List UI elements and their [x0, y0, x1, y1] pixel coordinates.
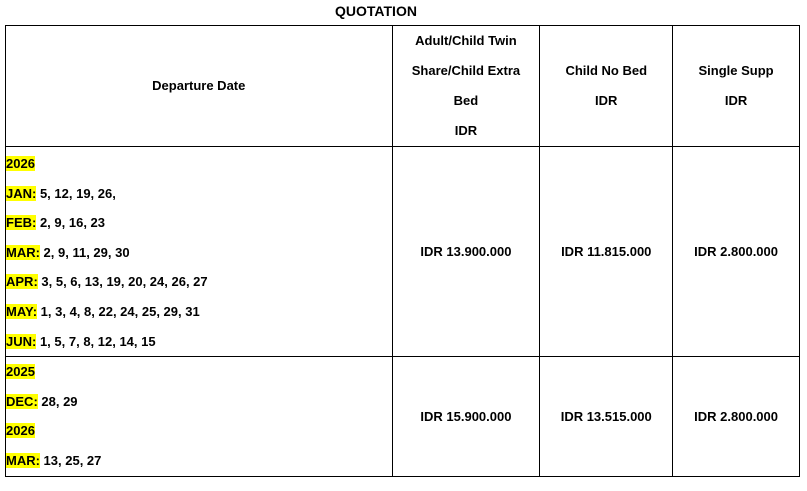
year-label: 2026 [6, 423, 35, 439]
date-line [6, 179, 392, 209]
header-twin-share [392, 26, 540, 147]
table-row [6, 357, 800, 476]
header-departure-date [6, 26, 393, 147]
date-line [6, 357, 392, 387]
header-cnb-currency: IDR [595, 93, 618, 108]
header-twin-line-2: Share/Child Extra [411, 63, 521, 78]
month-label: APR: [6, 274, 38, 290]
date-line [6, 327, 392, 357]
header-row [6, 26, 800, 147]
month-label: JUN: [6, 333, 37, 349]
date-line [6, 149, 392, 179]
month-dates: 3, 5, 6, 13, 19, 20, 24, 26, 27 [37, 274, 208, 290]
date-line [6, 238, 392, 268]
month-dates: 28, 29 [37, 393, 78, 409]
month-label: MAY: [6, 303, 38, 319]
year-label: 2026 [6, 156, 35, 171]
header-single-currency: IDR [724, 93, 748, 108]
month-label: FEB: [6, 215, 37, 231]
month-dates: 2, 9, 11, 29, 30 [39, 244, 130, 260]
header-single-label: Single Supp [698, 63, 774, 78]
header-child-no-bed [540, 26, 673, 147]
month-label: MAR: [6, 452, 40, 468]
month-dates: 2, 9, 16, 23 [36, 215, 106, 231]
child-no-bed-price: IDR 11.815.000 [540, 147, 673, 357]
month-dates: 13, 25, 27 [39, 452, 102, 468]
header-cnb-label: Child No Bed [565, 63, 648, 78]
month-label: MAR: [6, 244, 40, 260]
header-twin-currency: IDR [454, 123, 478, 138]
month-label: JAN: [6, 185, 37, 201]
header-twin-line-1: Adult/Child Twin [415, 33, 517, 48]
table-row [6, 147, 800, 357]
date-line [6, 208, 392, 238]
page-title: QUOTATION [335, 3, 417, 19]
month-label: DEC: [6, 393, 38, 409]
date-line [6, 416, 392, 446]
departure-dates-cell [6, 147, 393, 357]
header-twin-line-3: Bed [453, 93, 479, 108]
child-no-bed-price: IDR 13.515.000 [540, 357, 673, 476]
twin-share-price: IDR 13.900.000 [392, 147, 540, 357]
date-line [6, 297, 392, 327]
single-supp-price: IDR 2.800.000 [673, 357, 800, 476]
header-single-supp [673, 26, 800, 147]
date-line [6, 267, 392, 297]
single-supp-price: IDR 2.800.000 [673, 147, 800, 357]
month-dates: 1, 3, 4, 8, 22, 24, 25, 29, 31 [37, 303, 200, 319]
month-dates: 5, 12, 19, 26, [36, 185, 116, 201]
header-departure-label: Departure Date [152, 78, 246, 93]
quotation-table [5, 25, 800, 477]
twin-share-price: IDR 15.900.000 [392, 357, 540, 476]
date-line [6, 387, 392, 417]
date-line [6, 446, 392, 476]
departure-dates-cell [6, 357, 393, 476]
year-label: 2025 [6, 364, 35, 380]
month-dates: 1, 5, 7, 8, 12, 14, 15 [36, 333, 156, 349]
